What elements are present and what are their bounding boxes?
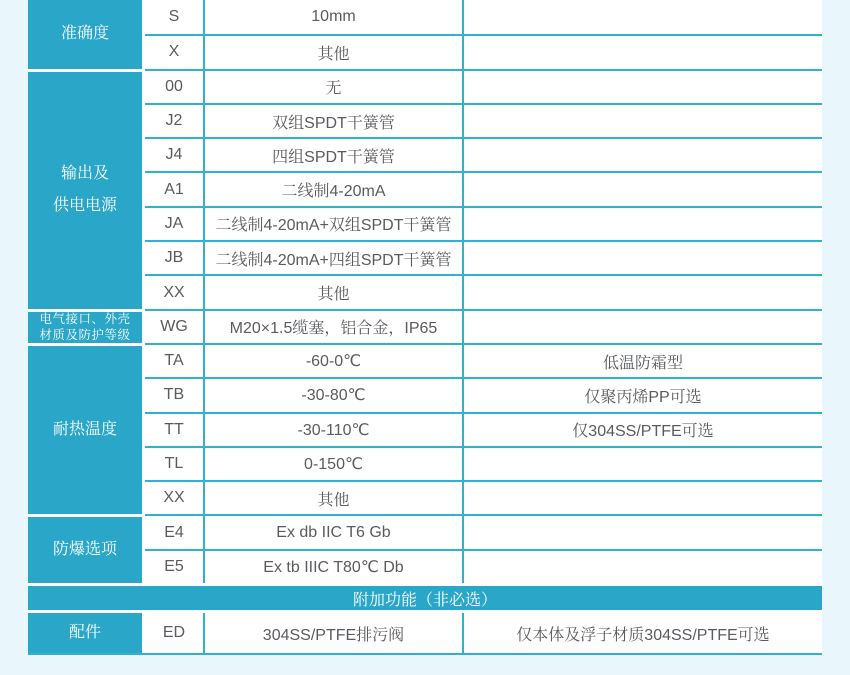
description-cell: 其他: [205, 480, 464, 514]
note-cell: 仅聚丙烯PP可选: [464, 377, 822, 411]
note-cell: 仅304SS/PTFE可选: [464, 412, 822, 446]
category-label-line: 材质及防护等级: [39, 328, 131, 343]
category-label-line: 耐热温度: [52, 421, 117, 439]
note-cell: [464, 514, 822, 548]
spec-table: [28, 0, 822, 655]
code-cell: TL: [145, 446, 205, 480]
note-cell: [464, 171, 822, 205]
code-cell: E4: [145, 514, 205, 548]
code-cell: TT: [145, 412, 205, 446]
description-cell: 二线制4-20mA+四组SPDT干簧管: [205, 240, 464, 274]
note-cell: [464, 480, 822, 514]
note-cell: [464, 0, 822, 34]
code-cell: E5: [145, 549, 205, 583]
category-cell: [28, 0, 145, 69]
code-cell: TB: [145, 377, 205, 411]
code-cell: TA: [145, 343, 205, 377]
description-cell: -60-0℃: [205, 343, 464, 377]
code-cell: A1: [145, 171, 205, 205]
category-label-line: 供电电源: [52, 197, 117, 215]
code-cell: S: [145, 0, 205, 34]
note-cell: 低温防霜型: [464, 343, 822, 377]
category-cell: [28, 613, 145, 653]
category-label-line: 输出及: [60, 164, 109, 182]
description-cell: 二线制4-20mA: [205, 171, 464, 205]
note-cell: [464, 446, 822, 480]
code-cell: X: [145, 34, 205, 68]
description-cell: 四组SPDT干簧管: [205, 137, 464, 171]
code-cell: XX: [145, 480, 205, 514]
note-cell: [464, 274, 822, 308]
description-cell: 其他: [205, 34, 464, 68]
description-cell: 无: [205, 69, 464, 103]
note-cell: [464, 206, 822, 240]
code-cell: ED: [145, 613, 205, 653]
description-cell: Ex tb IIIC T80℃ Db: [205, 549, 464, 583]
note-cell: [464, 137, 822, 171]
description-cell: Ex db IIC T6 Gb: [205, 514, 464, 548]
description-cell: 0-150℃: [205, 446, 464, 480]
code-cell: JB: [145, 240, 205, 274]
note-cell: 仅本体及浮子材质304SS/PTFE可选: [464, 613, 822, 653]
code-cell: XX: [145, 274, 205, 308]
note-cell: [464, 549, 822, 583]
code-cell: JA: [145, 206, 205, 240]
category-cell: [28, 343, 145, 514]
description-cell: M20×1.5缆塞，铝合金，IP65: [205, 309, 464, 343]
note-cell: [464, 309, 822, 343]
banner-row: 附加功能（非必选）: [28, 583, 822, 613]
description-cell: 双组SPDT干簧管: [205, 103, 464, 137]
note-cell: [464, 34, 822, 68]
code-cell: J2: [145, 103, 205, 137]
category-cell: [28, 309, 145, 343]
description-cell: -30-80℃: [205, 377, 464, 411]
description-cell: 其他: [205, 274, 464, 308]
note-cell: [464, 103, 822, 137]
category-label-line: 配件: [68, 623, 101, 641]
code-cell: WG: [145, 309, 205, 343]
category-label-line: 电气接口、外壳: [39, 311, 131, 326]
category-cell: [28, 514, 145, 583]
category-label-line: 防爆选项: [52, 541, 117, 559]
code-cell: J4: [145, 137, 205, 171]
note-cell: [464, 69, 822, 103]
description-cell: -30-110℃: [205, 412, 464, 446]
note-cell: [464, 240, 822, 274]
description-cell: 二线制4-20mA+双组SPDT干簧管: [205, 206, 464, 240]
description-cell: 304SS/PTFE排污阀: [205, 613, 464, 653]
category-cell: [28, 69, 145, 309]
description-cell: 10mm: [205, 0, 464, 34]
code-cell: 00: [145, 69, 205, 103]
category-label-line: 准确度: [60, 25, 109, 43]
